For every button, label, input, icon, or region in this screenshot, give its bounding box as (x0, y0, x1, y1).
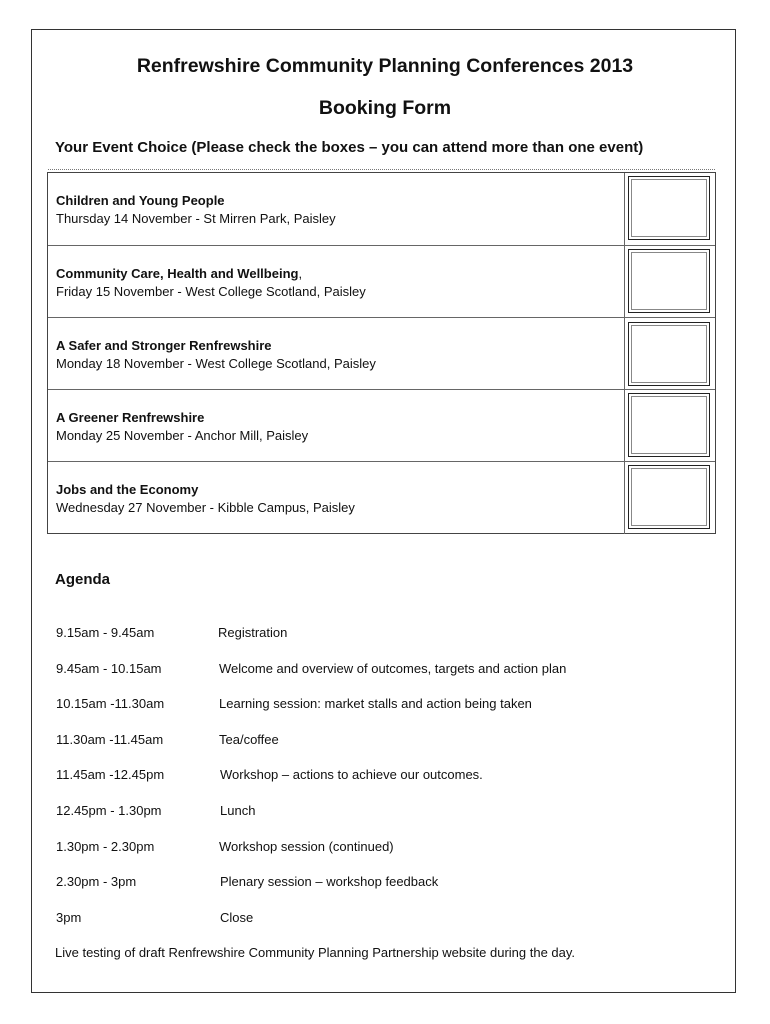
column-divider (624, 462, 625, 534)
event-info (56, 337, 376, 373)
agenda-time: 12.45pm - 1.30pm (56, 803, 162, 818)
event-name: Children and Young People (56, 193, 225, 208)
agenda-activity: Tea/coffee (219, 732, 279, 747)
event-name: Jobs and the Economy (56, 482, 199, 497)
agenda-activity: Close (220, 910, 254, 925)
agenda-time: 9.15am - 9.45am (56, 625, 155, 640)
event-checkbox-safer-stronger[interactable] (628, 322, 710, 386)
agenda-activity: Learning session: market stalls and action being taken (219, 696, 532, 711)
agenda-time: 11.30am -11.45am (56, 732, 164, 747)
event-choice-heading: Your Event Choice (Please check the boxes – you can attend more than one event) (55, 139, 644, 156)
agenda-time: 3pm (56, 910, 82, 925)
agenda-activity: Workshop – actions to achieve our outcomes. (220, 767, 483, 782)
document-subtitle: Booking Form (318, 97, 452, 119)
agenda-activity: Welcome and overview of outcomes, targets and action plan (219, 661, 567, 676)
column-divider (624, 318, 625, 389)
event-detail: Friday 15 November - West College Scotland, Paisley (56, 284, 366, 299)
event-info (56, 192, 336, 228)
event-checkbox-community-care[interactable] (628, 249, 710, 313)
event-row (48, 318, 715, 390)
event-detail: Monday 18 November - West College Scotland, Paisley (56, 356, 376, 371)
agenda-time: 1.30pm - 2.30pm (56, 839, 155, 854)
event-checkbox-children-young-people[interactable] (628, 176, 710, 240)
event-info (56, 481, 355, 517)
event-detail: Thursday 14 November - St Mirren Park, Paisley (56, 211, 336, 226)
agenda-heading: Agenda (55, 571, 111, 588)
column-divider (624, 390, 625, 461)
agenda-activity: Registration (218, 625, 288, 640)
agenda-time: 9.45am - 10.15am (56, 661, 162, 676)
event-name: A Safer and Stronger Renfrewshire (56, 338, 272, 353)
event-choice-table (47, 172, 716, 534)
event-info (56, 409, 308, 445)
event-checkbox-greener-renfrewshire[interactable] (628, 393, 710, 457)
event-detail: Monday 25 November - Anchor Mill, Paisley (56, 428, 309, 443)
event-name: Community Care, Health and Wellbeing, (56, 266, 303, 281)
agenda-activity: Lunch (220, 803, 256, 818)
event-name: A Greener Renfrewshire (56, 410, 205, 425)
event-row (48, 173, 715, 246)
agenda-activity: Plenary session – workshop feedback (220, 874, 439, 889)
event-row (48, 462, 715, 534)
event-checkbox-jobs-economy[interactable] (628, 465, 710, 529)
column-divider (624, 246, 625, 317)
event-row (48, 246, 715, 318)
event-row (48, 390, 715, 462)
footer-note: Live testing of draft Renfrewshire Community Planning Partnership website during the day. (55, 945, 576, 960)
event-detail: Wednesday 27 November - Kibble Campus, Paisley (56, 500, 355, 515)
agenda-time: 10.15am -11.30am (56, 696, 165, 711)
event-info (56, 265, 366, 301)
column-divider (624, 173, 625, 245)
agenda-time: 2.30pm - 3pm (56, 874, 137, 889)
agenda-activity: Workshop session (continued) (219, 839, 394, 854)
agenda-time: 11.45am -12.45pm (56, 767, 165, 782)
document-title: Renfrewshire Community Planning Conferences 2013 (136, 55, 634, 77)
